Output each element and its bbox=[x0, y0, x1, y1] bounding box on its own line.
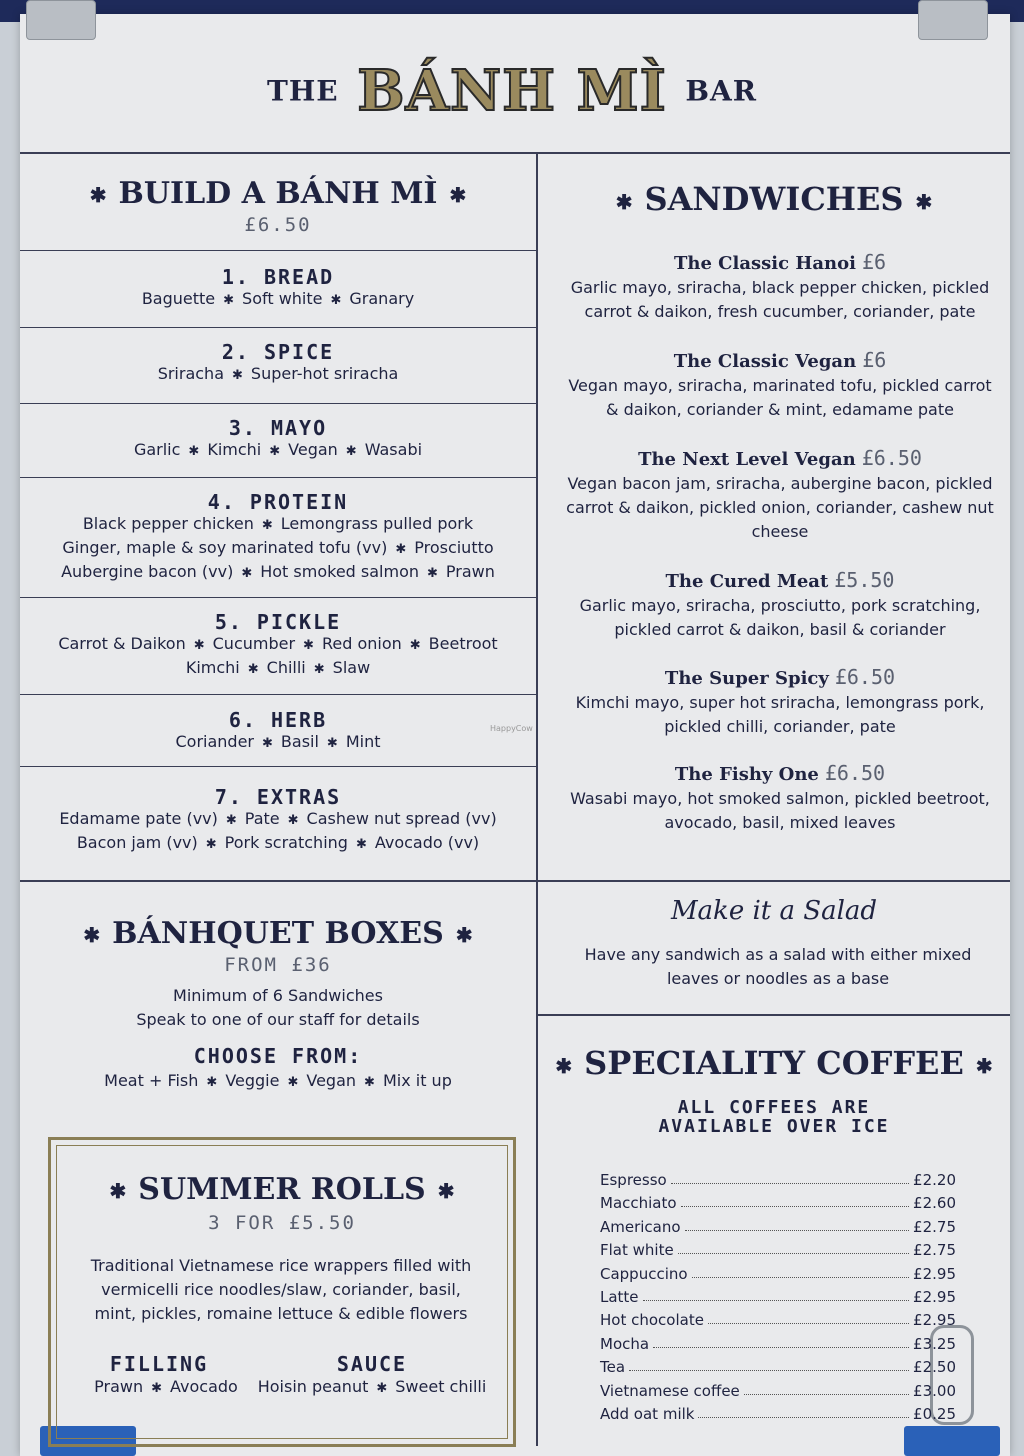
option-item: Pate bbox=[244, 809, 280, 828]
build-section-title: 7. EXTRAS bbox=[214, 785, 342, 809]
divider bbox=[20, 403, 536, 404]
dot-leader bbox=[629, 1370, 909, 1371]
coffee-title bbox=[538, 1044, 1010, 1082]
bullet-icon: ✱ bbox=[193, 638, 205, 653]
option-item: Sweet chilli bbox=[395, 1377, 487, 1396]
rolls-price: 3 FOR £5.50 bbox=[208, 1212, 356, 1234]
coffee-item bbox=[600, 1236, 956, 1259]
sandwich-description: Garlic mayo, sriracha, prosciutto, pork scratching, pickled carrot & daikon, basil & coriander bbox=[579, 596, 981, 639]
option-item: Garlic bbox=[133, 440, 181, 459]
divider bbox=[20, 327, 536, 328]
watermark: HappyCow bbox=[490, 724, 533, 733]
coffee-item bbox=[600, 1260, 956, 1283]
bullet-icon: ✱ bbox=[206, 1075, 218, 1090]
option-item: Coriander bbox=[175, 732, 254, 751]
sandwich-item bbox=[560, 665, 1000, 739]
coffee-item bbox=[600, 1330, 956, 1353]
bullet-icon: ✱ bbox=[287, 1075, 299, 1090]
coffee-price: £2.50 bbox=[913, 1358, 956, 1377]
banhquet-choose-title: CHOOSE FROM: bbox=[193, 1044, 363, 1068]
dot-leader bbox=[698, 1417, 909, 1418]
star-icon: ✱ bbox=[555, 1053, 573, 1078]
build-section-options bbox=[20, 732, 536, 751]
build-section-options bbox=[20, 440, 536, 459]
option-item: Avocado bbox=[170, 1377, 238, 1396]
bullet-icon: ✱ bbox=[376, 1381, 388, 1396]
option-item: Pork scratching bbox=[224, 833, 348, 852]
divider bbox=[20, 477, 536, 478]
sandwich-name: The Classic Hanoi bbox=[673, 253, 856, 274]
sandwich-item bbox=[560, 348, 1000, 422]
sandwich-heading bbox=[560, 446, 1000, 470]
sandwich-name: The Super Spicy bbox=[664, 668, 829, 689]
star-icon: ✱ bbox=[89, 183, 107, 207]
sandwich-name: The Next Level Vegan bbox=[638, 449, 856, 470]
coffee-item bbox=[600, 1306, 956, 1329]
option-item: Black pepper chicken bbox=[82, 514, 254, 533]
sandwich-description: Wasabi mayo, hot smoked salmon, pickled beetroot, avocado, basil, mixed leaves bbox=[570, 789, 990, 832]
column-divider bbox=[536, 152, 538, 1446]
dot-leader bbox=[685, 1230, 909, 1231]
bullet-icon: ✱ bbox=[395, 542, 407, 557]
dot-leader bbox=[692, 1277, 909, 1278]
option-item: Mint bbox=[345, 732, 381, 751]
star-icon: ✱ bbox=[455, 923, 473, 947]
option-item: Wasabi bbox=[364, 440, 423, 459]
build-section-options bbox=[20, 833, 536, 852]
star-icon: ✱ bbox=[449, 183, 467, 207]
banhquet-options bbox=[20, 1071, 536, 1090]
coffee-name: Latte bbox=[600, 1288, 639, 1306]
banhquet-title bbox=[20, 916, 536, 951]
bullet-icon: ✱ bbox=[409, 638, 421, 653]
binder-clip bbox=[904, 1426, 1000, 1456]
rolls-title-text: SUMMER ROLLS bbox=[138, 1172, 426, 1207]
sandwich-description: Kimchi mayo, super hot sriracha, lemongrass pork, pickled chilli, coriander, pate bbox=[575, 693, 985, 736]
build-price: £6.50 bbox=[244, 214, 312, 236]
build-section-title: 1. BREAD bbox=[221, 265, 335, 289]
coffee-item bbox=[600, 1400, 956, 1423]
binder-clip bbox=[918, 0, 988, 40]
coffee-item bbox=[600, 1353, 956, 1376]
option-item: Baguette bbox=[141, 289, 216, 308]
bullet-icon: ✱ bbox=[287, 813, 299, 828]
divider bbox=[20, 152, 1010, 154]
bullet-icon: ✱ bbox=[330, 293, 342, 308]
bullet-icon: ✱ bbox=[223, 293, 235, 308]
coffee-name: Cappuccino bbox=[600, 1264, 688, 1283]
build-section-options bbox=[20, 562, 536, 581]
sandwich-heading bbox=[560, 250, 1000, 274]
bullet-icon: ✱ bbox=[355, 837, 367, 852]
sandwich-price: £6.50 bbox=[824, 761, 886, 785]
bullet-icon: ✱ bbox=[225, 813, 237, 828]
build-section-title: 5. PICKLE bbox=[214, 610, 342, 634]
build-section-title: 3. MAYO bbox=[228, 416, 328, 440]
salad-title: Make it a Salad bbox=[670, 896, 878, 926]
star-icon: ✱ bbox=[615, 189, 633, 214]
dot-leader bbox=[643, 1300, 910, 1301]
option-item: Ginger, maple & soy marinated tofu (vv) bbox=[62, 538, 388, 557]
banhquet-details: Speak to one of our staff for details bbox=[136, 1010, 420, 1029]
option-item: Carrot & Daikon bbox=[58, 634, 186, 653]
divider bbox=[20, 250, 536, 251]
brand-pre: THE bbox=[266, 74, 339, 108]
build-title-text: BUILD A BÁNH MÌ bbox=[118, 176, 438, 211]
sandwich-name: The Classic Vegan bbox=[673, 351, 857, 372]
build-section-options bbox=[20, 634, 536, 653]
binder-clip bbox=[26, 0, 96, 40]
coffee-name: Tea bbox=[600, 1358, 626, 1377]
build-section-options bbox=[20, 658, 536, 677]
divider bbox=[20, 880, 1010, 882]
bullet-icon: ✱ bbox=[326, 736, 338, 751]
rolls-filling-title: FILLING bbox=[109, 1352, 209, 1376]
option-item: Kimchi bbox=[185, 658, 240, 677]
build-section-title: 6. HERB bbox=[228, 708, 328, 732]
bullet-icon: ✱ bbox=[151, 1381, 163, 1396]
dot-leader bbox=[681, 1206, 909, 1207]
star-icon: ✱ bbox=[975, 1053, 993, 1078]
coffee-title-text: SPECIALITY COFFEE bbox=[584, 1044, 964, 1082]
sandwich-name: The Cured Meat bbox=[665, 571, 829, 592]
option-item: Bacon jam (vv) bbox=[76, 833, 198, 852]
coffee-price: £2.60 bbox=[913, 1194, 956, 1213]
star-icon: ✱ bbox=[83, 923, 101, 947]
coffee-note-line2: AVAILABLE OVER ICE bbox=[658, 1116, 890, 1137]
option-item: Lemongrass pulled pork bbox=[280, 514, 474, 533]
coffee-price: £2.95 bbox=[913, 1264, 956, 1283]
divider bbox=[20, 766, 536, 767]
option-item: Beetroot bbox=[428, 634, 498, 653]
sandwiches-title bbox=[538, 180, 1010, 218]
divider bbox=[536, 1014, 1010, 1016]
coffee-item bbox=[600, 1213, 956, 1236]
option-item: Mix it up bbox=[382, 1071, 452, 1090]
option-item: Basil bbox=[280, 732, 319, 751]
build-section-options bbox=[20, 538, 536, 557]
coffee-name: Macchiato bbox=[600, 1194, 677, 1213]
sandwich-heading bbox=[560, 761, 1000, 785]
option-item: Aubergine bacon (vv) bbox=[61, 562, 234, 581]
sandwich-price: £6.50 bbox=[834, 665, 896, 689]
coffee-name: Add oat milk bbox=[600, 1405, 695, 1423]
option-item: Meat + Fish bbox=[104, 1071, 199, 1090]
build-section-title: 4. PROTEIN bbox=[207, 490, 349, 514]
bullet-icon: ✱ bbox=[232, 368, 243, 383]
coffee-price: £3.25 bbox=[913, 1334, 956, 1353]
bullet-icon: ✱ bbox=[247, 662, 259, 677]
sandwich-name: The Fishy One bbox=[674, 764, 819, 785]
dot-leader bbox=[708, 1323, 909, 1324]
build-section-options bbox=[20, 364, 536, 383]
sandwich-price: £6 bbox=[861, 250, 887, 274]
coffee-name: Espresso bbox=[600, 1171, 667, 1189]
coffee-name: Hot chocolate bbox=[600, 1311, 704, 1330]
rolls-filling-options bbox=[76, 1377, 256, 1396]
build-section-options bbox=[20, 289, 536, 308]
option-item: Super-hot sriracha bbox=[250, 364, 399, 383]
coffee-price: £2.75 bbox=[913, 1241, 956, 1260]
bullet-icon: ✱ bbox=[345, 444, 357, 459]
bullet-icon: ✱ bbox=[269, 444, 281, 459]
coffee-item bbox=[600, 1189, 956, 1212]
coffee-price: £0.25 bbox=[913, 1405, 956, 1423]
sandwich-item bbox=[560, 761, 1000, 835]
star-icon: ✱ bbox=[109, 1179, 127, 1203]
option-item: Hoisin peanut bbox=[257, 1377, 369, 1396]
coffee-price: £2.95 bbox=[913, 1288, 956, 1306]
coffee-price: £2.20 bbox=[913, 1171, 956, 1189]
sandwich-heading bbox=[560, 348, 1000, 372]
build-title bbox=[20, 176, 536, 211]
option-item: Edamame pate (vv) bbox=[59, 809, 218, 828]
rolls-sauce-title: SAUCE bbox=[336, 1352, 408, 1376]
bullet-icon: ✱ bbox=[427, 566, 438, 581]
salad-description: Have any sandwich as a salad with either mixed leaves or noodles as a base bbox=[584, 945, 972, 988]
sandwich-item bbox=[560, 568, 1000, 642]
coffee-name: Mocha bbox=[600, 1334, 650, 1353]
sandwich-heading bbox=[560, 665, 1000, 689]
option-item: Vegan bbox=[288, 440, 338, 459]
build-section-options bbox=[20, 809, 536, 828]
sandwich-price: £6 bbox=[862, 348, 887, 372]
dot-leader bbox=[744, 1394, 909, 1395]
coffee-price: £2.95 bbox=[913, 1311, 956, 1330]
bullet-icon: ✱ bbox=[205, 837, 217, 852]
sandwich-item bbox=[560, 250, 1000, 324]
build-section-title: 2. SPICE bbox=[221, 340, 335, 364]
option-item: Granary bbox=[349, 289, 415, 308]
option-item: Prawn bbox=[94, 1377, 144, 1396]
coffee-item bbox=[600, 1283, 956, 1306]
banhquet-price: FROM £36 bbox=[224, 954, 332, 976]
option-item: Veggie bbox=[225, 1071, 280, 1090]
rolls-description: Traditional Vietnamese rice wrappers filled with vermicelli rice noodles/slaw, coriander, basil, mint, pickles, romaine lettuce & edible flowers bbox=[90, 1256, 472, 1323]
option-item: Red onion bbox=[321, 634, 402, 653]
build-section-options bbox=[20, 514, 536, 533]
sandwich-description: Garlic mayo, sriracha, black pepper chicken, pickled carrot & daikon, fresh cucumber, coriander, pate bbox=[570, 278, 990, 321]
sandwich-item bbox=[560, 446, 1000, 544]
bullet-icon: ✱ bbox=[364, 1075, 375, 1090]
rolls-sauce-options bbox=[248, 1377, 496, 1396]
rolls-title bbox=[48, 1172, 516, 1207]
coffee-price: £3.00 bbox=[913, 1381, 956, 1400]
option-item: Chilli bbox=[266, 658, 306, 677]
option-item: Cashew nut spread (vv) bbox=[306, 809, 497, 828]
option-item: Hot smoked salmon bbox=[260, 562, 420, 581]
divider bbox=[20, 694, 536, 695]
bullet-icon: ✱ bbox=[188, 444, 200, 459]
bullet-icon: ✱ bbox=[261, 518, 273, 533]
option-item: Kimchi bbox=[207, 440, 262, 459]
option-item: Vegan bbox=[306, 1071, 357, 1090]
coffee-item bbox=[600, 1166, 956, 1189]
option-item: Slaw bbox=[332, 658, 371, 677]
coffee-name: Americano bbox=[600, 1217, 681, 1236]
brand-main: BÁNH MÌ bbox=[357, 58, 667, 124]
option-item: Cucumber bbox=[212, 634, 296, 653]
option-item: Prosciutto bbox=[414, 538, 494, 557]
bullet-icon: ✱ bbox=[262, 736, 273, 751]
star-icon: ✱ bbox=[437, 1179, 455, 1203]
coffee-note-line1: ALL COFFEES ARE bbox=[677, 1097, 871, 1118]
brand-post: BAR bbox=[685, 74, 758, 108]
coffee-name: Flat white bbox=[600, 1241, 674, 1260]
sandwich-price: £5.50 bbox=[834, 568, 895, 592]
dot-leader bbox=[678, 1253, 909, 1254]
option-item: Avocado (vv) bbox=[374, 833, 480, 852]
dot-leader bbox=[653, 1347, 909, 1348]
option-item: Prawn bbox=[445, 562, 495, 581]
bullet-icon: ✱ bbox=[303, 638, 314, 653]
bullet-icon: ✱ bbox=[241, 566, 253, 581]
star-icon: ✱ bbox=[915, 189, 933, 214]
divider bbox=[20, 597, 536, 598]
sandwich-price: £6.50 bbox=[861, 446, 922, 470]
coffee-item bbox=[600, 1377, 956, 1400]
sandwiches-title-text: SANDWICHES bbox=[644, 180, 904, 218]
sandwich-heading bbox=[560, 568, 1000, 592]
dot-leader bbox=[671, 1183, 909, 1184]
option-item: Soft white bbox=[242, 289, 323, 308]
coffee-name: Vietnamese coffee bbox=[600, 1381, 740, 1400]
sandwich-description: Vegan bacon jam, sriracha, aubergine bacon, pickled carrot & daikon, pickled onion, coriander, cashew nut cheese bbox=[566, 474, 994, 541]
bullet-icon: ✱ bbox=[313, 662, 325, 677]
coffee-price: £2.75 bbox=[913, 1217, 956, 1236]
sandwich-description: Vegan mayo, sriracha, marinated tofu, pickled carrot & daikon, coriander & mint, edamame pate bbox=[568, 376, 992, 419]
option-item: Sriracha bbox=[157, 364, 224, 383]
banhquet-title-text: BÁNHQUET BOXES bbox=[112, 916, 444, 951]
banhquet-minimum: Minimum of 6 Sandwiches bbox=[173, 986, 383, 1005]
brand-title bbox=[0, 58, 1024, 124]
